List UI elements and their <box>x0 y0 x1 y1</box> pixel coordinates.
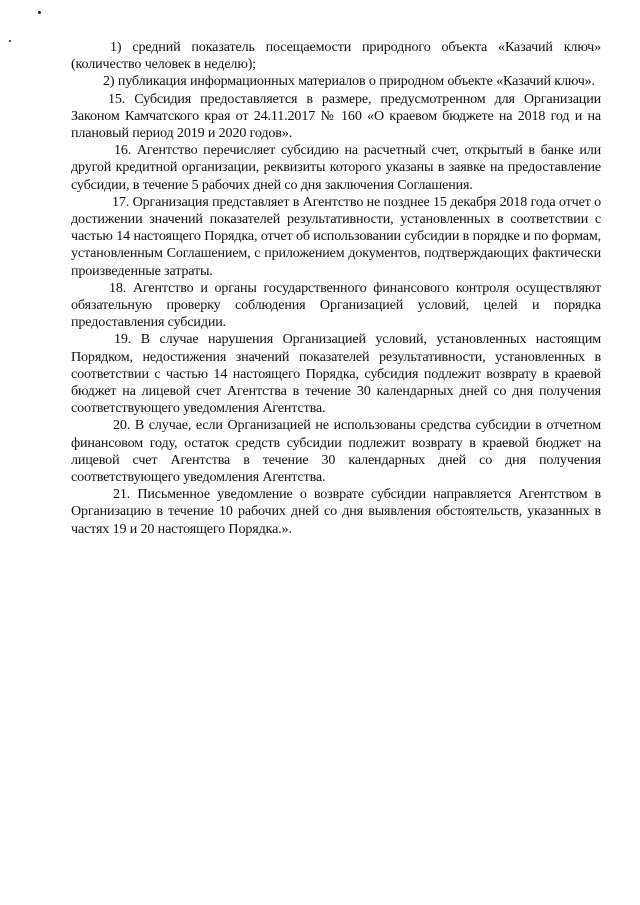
list-item-2: 2) публикация информационных материалов о природном объекте «Казачий ключ». <box>103 73 595 90</box>
paragraph-17: 17. Организация представляет в Агентство не позднее 15 декабря 2018 года отчет о достижении значений показателей результативности, установленных в соответствии с частью 14 настоящего Порядка, отчет об использовании субсидии в порядке и по формам, установленным Соглашением, с приложением документов, подтверждающих фактически произведенные затраты. <box>71 193 601 279</box>
paragraph-18: 18. Агентство и органы государственного финансового контроля осуществляют обязательную проверку соблюдения Организацией условий, целей и порядка предоставления субсидии. <box>71 279 601 331</box>
paragraph-19: 19. В случае нарушения Организацией условий, установленных настоящим Порядком, недостижения значений показателей результативности, установленных в соответствии с частью 14 настоящего Порядка, субсидия подлежит возврату в краевой бюджет на лицевой счет Агентства в течение 30 календарных дней со дня получения соответствующего уведомления Агентства. <box>71 331 601 417</box>
paragraph-21: 21. Письменное уведомление о возврате субсидии направляется Агентством в Организацию в течение 10 рабочих дней со дня выявления обстоятельств, указанных в частях 19 и 20 настоящего Порядка.». <box>71 486 601 537</box>
paragraph-15: 15. Субсидия предоставляется в размере, предусмотренном для Организации Законом Камчатского края от 24.11.2017 № 160 «О краевом бюджете на 2018 год и на плановый период 2019 и 2020 годов». <box>71 90 601 142</box>
scan-speck <box>9 40 11 42</box>
document-page <box>71 39 601 538</box>
list-item-1: 1) средний показатель посещаемости природного объекта «Казачий ключ» (количество человек в неделю); <box>71 39 601 73</box>
scan-speck <box>38 11 41 14</box>
paragraph-20: 20. В случае, если Организацией не использованы средства субсидии в отчетном финансовом году, остаток средств субсидии подлежит возврату в краевой бюджет на лицевой счет Агентства в течение 30 календарных дней со дня получения соответствующего уведомления Агентства. <box>71 417 601 486</box>
paragraph-16: 16. Агентство перечисляет субсидию на расчетный счет, открытый в банке или другой кредитной организации, реквизиты которого указаны в заявке на предоставление субсидии, в течение 5 рабочих дней со дня заключения Соглашения. <box>71 142 601 193</box>
